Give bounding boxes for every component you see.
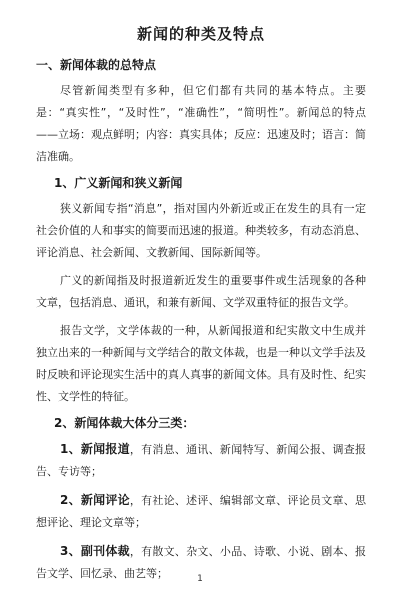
page-number: 1 (197, 574, 203, 584)
category-text: ，有散文、杂文、小品、诗歌、小说、剧本、报告文学、回忆录、曲艺等； (36, 545, 366, 580)
subsection-heading-broad-narrow-news: 1、广义新闻和狭义新闻 (54, 176, 183, 190)
paragraph-narrow-news: 狭义新闻专指“消息”，指对国内外新近或正在发生的具有一定社会价值的人和事实的简要而迅速的报道。种类较多，有动态消息、评论消息、社会新闻、文教新闻、国际新闻等。 (36, 202, 366, 259)
category-item-news-commentary (36, 489, 366, 534)
category-item-news-report (36, 438, 366, 483)
subsection-heading-three-categories: 2、新闻体裁大体分三类： (54, 416, 195, 430)
category-label: 1、新闻报道 (60, 442, 130, 456)
section-heading-general-features: 一、新闻体裁的总特点 (36, 58, 157, 72)
category-text: ，有社论、述评、编辑部文章、评论员文章、思想评论、理论文章等； (36, 494, 366, 529)
paragraph-general-features: 尽管新闻类型有多种，但它们都有共同的基本特点。主要是：“真实性”，“及时性”，“准确性”，“简明性”。新闻总的特点——立场：观点鲜明；内容：真实具体；反应：迅速及时；语言：简洁准确。 (36, 84, 366, 163)
paragraph-reportage: 报告文学，文学体裁的一种，从新闻报道和纪实散文中生成并独立出来的一种新闻与文学结合的散文体裁，也是一种以文学手法及时反映和评论现实生活中的真人真事的新闻文体。具有及时性、纪实性、文学性的特征。 (36, 324, 366, 403)
category-label: 2、新闻评论 (60, 493, 130, 507)
category-label: 3、副刊体裁 (60, 544, 130, 558)
category-text: ，有消息、通讯、新闻特写、新闻公报、调查报告、专访等； (36, 443, 366, 478)
document-title: 新闻的种类及特点 (136, 25, 265, 43)
paragraph-broad-news: 广义的新闻指及时报道新近发生的重要事件或生活现象的各种文章，包括消息、通讯，和兼有新闻、文学双重特征的报告文学。 (36, 274, 366, 309)
